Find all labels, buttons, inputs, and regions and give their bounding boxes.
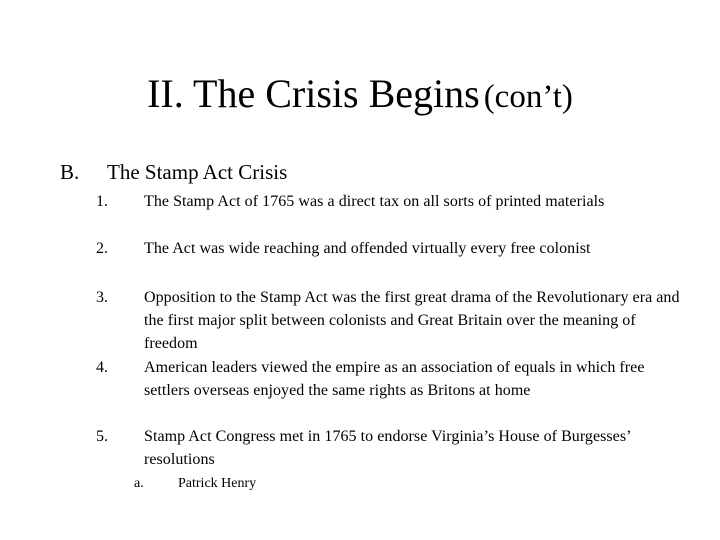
list-item-text: American leaders viewed the empire as an association of equals in which free settlers overseas enjoyed the same rights as Britons at home — [144, 359, 645, 399]
section-marker: B. — [60, 160, 80, 184]
list-item-number: 2. — [96, 240, 108, 257]
slide-title-main: II. The Crisis Begins — [147, 71, 480, 116]
list-item-text: Opposition to the Stamp Act was the first great drama of the Revolutionary era and the first major split between colonists and Great Britain over the meaning of freedom — [144, 289, 680, 352]
list-item-text: Stamp Act Congress met in 1765 to endorse Virginia’s House of Burgesses’ resolutions — [144, 428, 631, 468]
list-item-number: 3. — [96, 289, 108, 306]
subitem-text: Patrick Henry — [178, 476, 257, 491]
list-item-number: 1. — [96, 193, 108, 210]
list-item-number: 5. — [96, 428, 108, 445]
subitem-marker: a. — [134, 476, 144, 491]
list-item-number: 4. — [96, 359, 108, 376]
slide-title-sub: (con’t) — [483, 79, 573, 115]
list-item-text: The Act was wide reaching and offended virtually every free colonist — [144, 240, 591, 257]
section-heading-text: The Stamp Act Crisis — [107, 160, 288, 184]
list-item-text: The Stamp Act of 1765 was a direct tax on all sorts of printed materials — [144, 193, 605, 210]
